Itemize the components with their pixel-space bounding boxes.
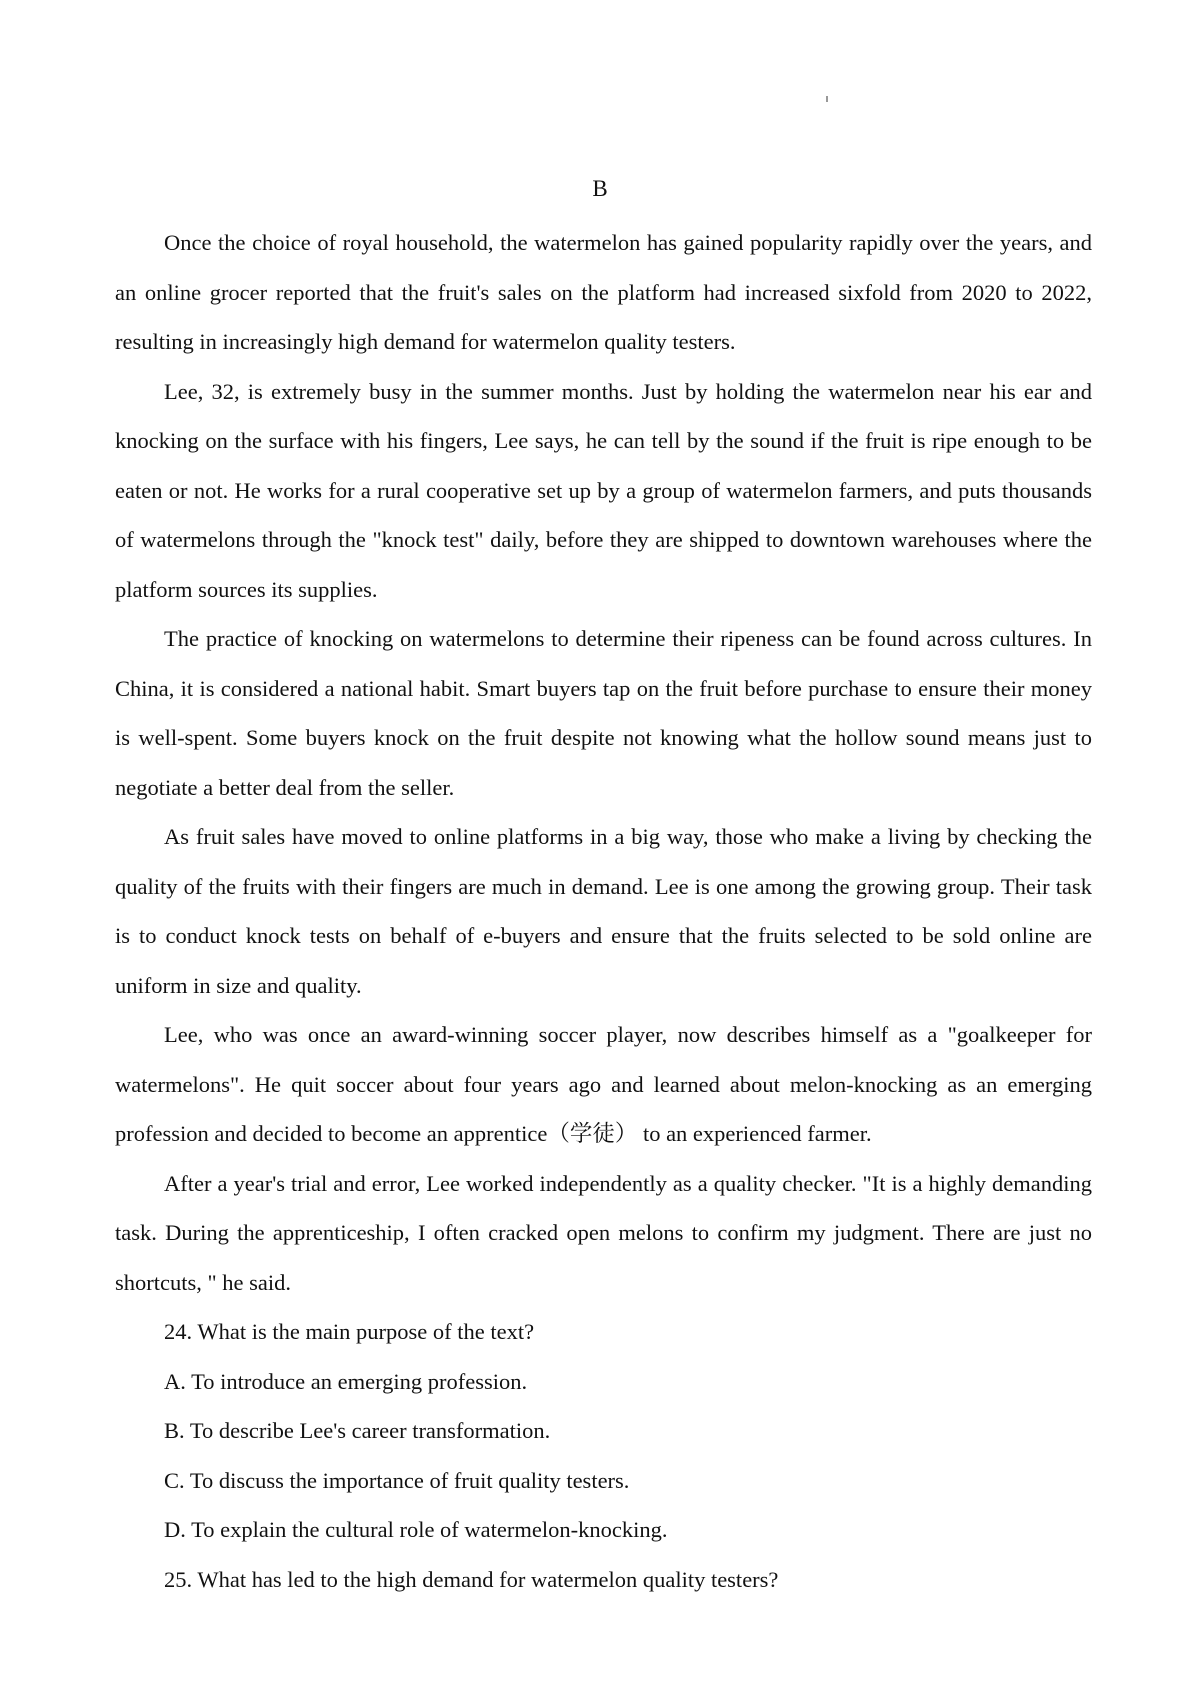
section-heading: B [592,176,608,201]
paragraph-2: Lee, 32, is extremely busy in the summer months. Just by holding the watermelon near his ear and knocking on the surface with his fingers, Lee says, he can tell by the sound if the fruit is ripe enough to be eaten or not. He works for a rural cooperative set up by a group of watermelon farmers, and puts thousands of watermelons through the "knock test" daily, before they are shipped to downtown warehouses where the platform sources its supplies. [115,378,1092,602]
paragraph-4: As fruit sales have moved to online platforms in a big way, those who make a living by checking the quality of the fruits with their fingers are much in demand. Lee is one among the growing group. Their task is to conduct knock tests on behalf of e-buyers and ensure that the fruits selected to be sold online are uniform in size and quality. [115,824,1092,998]
scan-mark [826,96,828,102]
option-d[interactable]: D. To explain the cultural role of watermelon-knocking. [164,1517,668,1542]
question-stem: 24. What is the main purpose of the text? [164,1319,535,1344]
paragraph-6: After a year's trial and error, Lee worked independently as a quality checker. "It is a highly demanding task. During the apprenticeship, I often cracked open melons to confirm my judgment. There are just no shortcuts, " he said. [115,1170,1092,1295]
paragraph-5: Lee, who was once an award-winning soccer player, now describes himself as a "goalkeeper for watermelons". He quit soccer about four years ago and learned about melon-knocking as an emerging profession and decided to become an apprentice（学徒） to an experienced farmer. [115,1022,1092,1146]
option-a[interactable]: A. To introduce an emerging profession. [164,1368,528,1394]
reading-passage [115,218,1092,1604]
question-25 [115,1555,1092,1605]
question-24 [115,1307,1092,1555]
option-b[interactable]: B. To describe Lee's career transformation. [164,1418,551,1443]
paragraph-1: Once the choice of royal household, the watermelon has gained popularity rapidly over the years, and an online grocer reported that the fruit's sales on the platform had increased sixfold from 2020 to 2022, resulting in increasingly high demand for watermelon quality testers. [115,230,1092,354]
option-c[interactable]: C. To discuss the importance of fruit quality testers. [164,1467,630,1493]
paragraph-3: The practice of knocking on watermelons to determine their ripeness can be found across cultures. In China, it is considered a national habit. Smart buyers tap on the fruit before purchase to ensure their money is well-spent. Some buyers knock on the fruit despite not knowing what the hollow sound means just to negotiate a better deal from the seller. [115,626,1092,800]
question-stem: 25. What has led to the high demand for watermelon quality testers? [164,1566,779,1592]
